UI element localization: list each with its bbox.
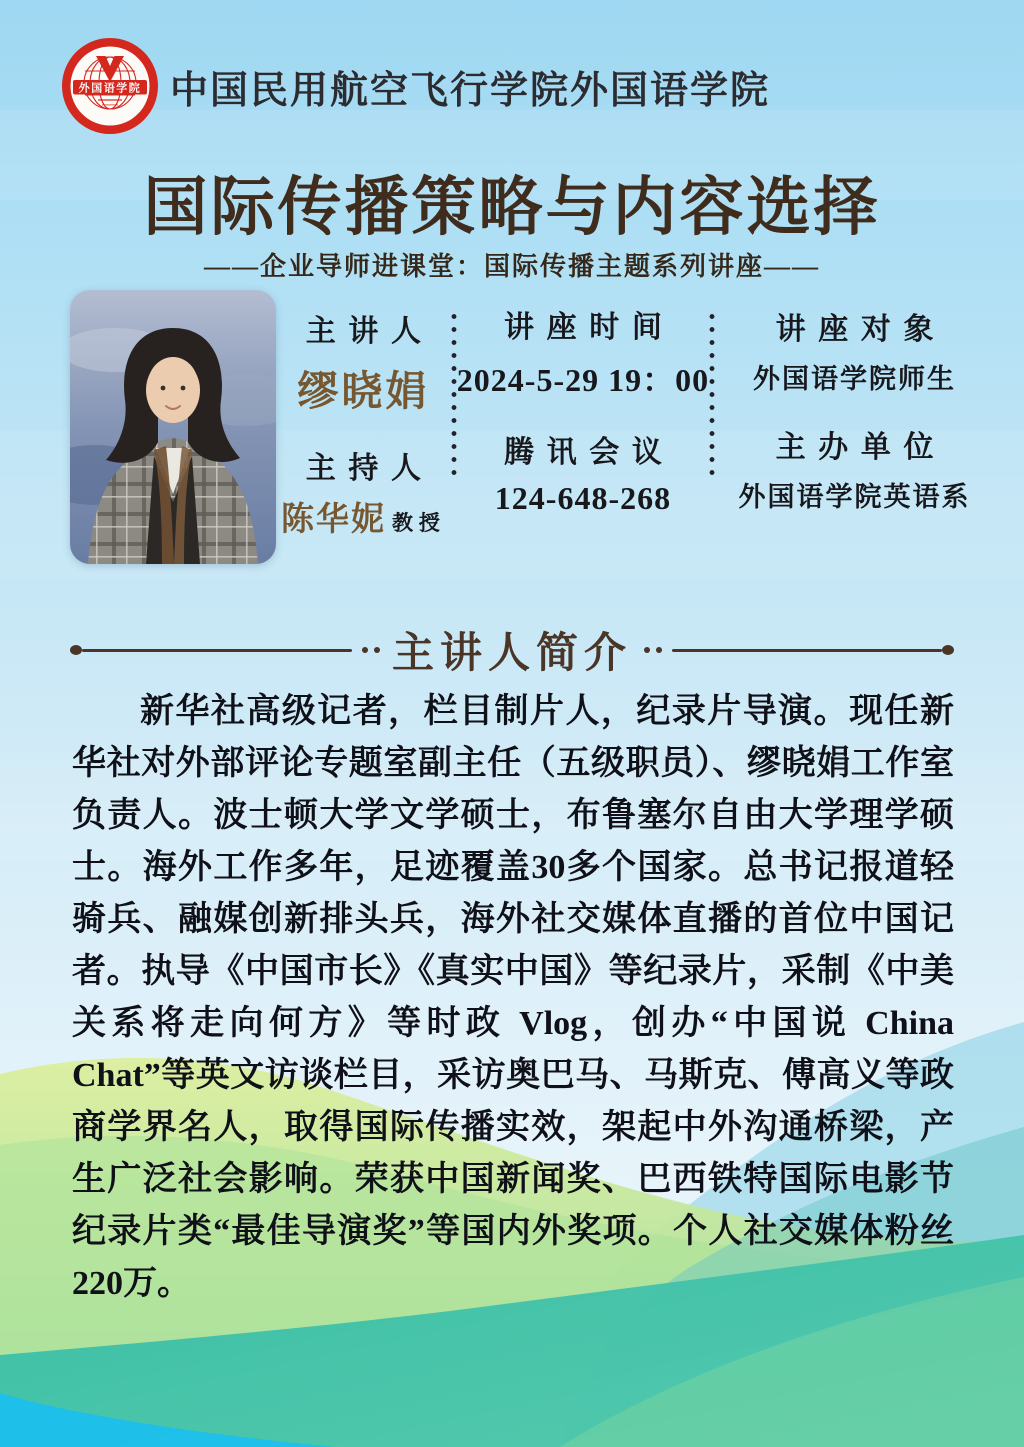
- audience-value: 外国语学院师生: [753, 364, 957, 394]
- divider-end-dot: [70, 645, 82, 655]
- divider-end-dot: [942, 645, 954, 655]
- poster-subtitle: ——企业导师进课堂：国际传播主题系列讲座——: [203, 252, 820, 281]
- divider-small-dots: [644, 647, 662, 653]
- college-seal-logo: [60, 36, 160, 136]
- section-title: 主讲人简介: [392, 631, 633, 677]
- seal-label-text: 外国语学院: [78, 82, 142, 95]
- divider-line: [82, 649, 352, 652]
- column-speaker-host: [276, 290, 451, 540]
- organization-name: 中国民用航空飞行学院外国语学院: [170, 69, 771, 112]
- lecture-info: [70, 290, 994, 564]
- host-name: 陈华妮: [281, 502, 386, 538]
- audience-label: 讲座对象: [775, 313, 947, 346]
- host-label: 主持人: [305, 452, 434, 485]
- header: [60, 36, 770, 136]
- column-audience-organizer: [715, 290, 994, 514]
- organizer-label: 主办单位: [775, 431, 947, 464]
- organizer-value: 外国语学院英语系: [738, 482, 971, 512]
- section-header: [70, 620, 954, 680]
- speaker-photo: [70, 290, 276, 564]
- divider-small-dots: [362, 647, 380, 653]
- time-label: 讲座时间: [504, 311, 675, 344]
- meeting-id-value: 124-648-268: [494, 480, 672, 516]
- column-time-meeting: [457, 290, 709, 517]
- speaker-biography: 新华社高级记者，栏目制片人，纪录片导演。现任新华社对外部评论专题室副主任（五级职员）、缪晓娟工作室负责人。波士顿大学文学硕士，布鲁塞尔自由大学理学硕士。海外工作多年，足迹覆盖30多个国家。总书记报道轻骑兵、融媒创新排头兵，海外社交媒体直播的首位中国记者。执导《中国市长》《真实中国》等纪录片，采制《中美关系将走向何方》等时政 Vlog，创办“中国说 China Chat”等英文访谈栏目，采访奥巴马、马斯克、傅高义等政商学界名人，取得国际传播实效，架起中外沟通桥梁，产生广泛社会影响。荣获中国新闻奖、巴西铁特国际电影节纪录片类“最佳导演奖”等国内外奖项。个人社交媒体粉丝220万。: [72, 693, 954, 1302]
- speaker-name: 缪晓娟: [297, 368, 430, 414]
- divider-line: [672, 649, 942, 652]
- meeting-label: 腾讯会议: [504, 436, 675, 469]
- host-title: 教授: [392, 511, 446, 535]
- speaker-label: 主讲人: [305, 315, 434, 348]
- time-value: 2024-5-29 19：00: [456, 362, 710, 398]
- poster-title: 国际传播策略与内容选择: [143, 172, 881, 243]
